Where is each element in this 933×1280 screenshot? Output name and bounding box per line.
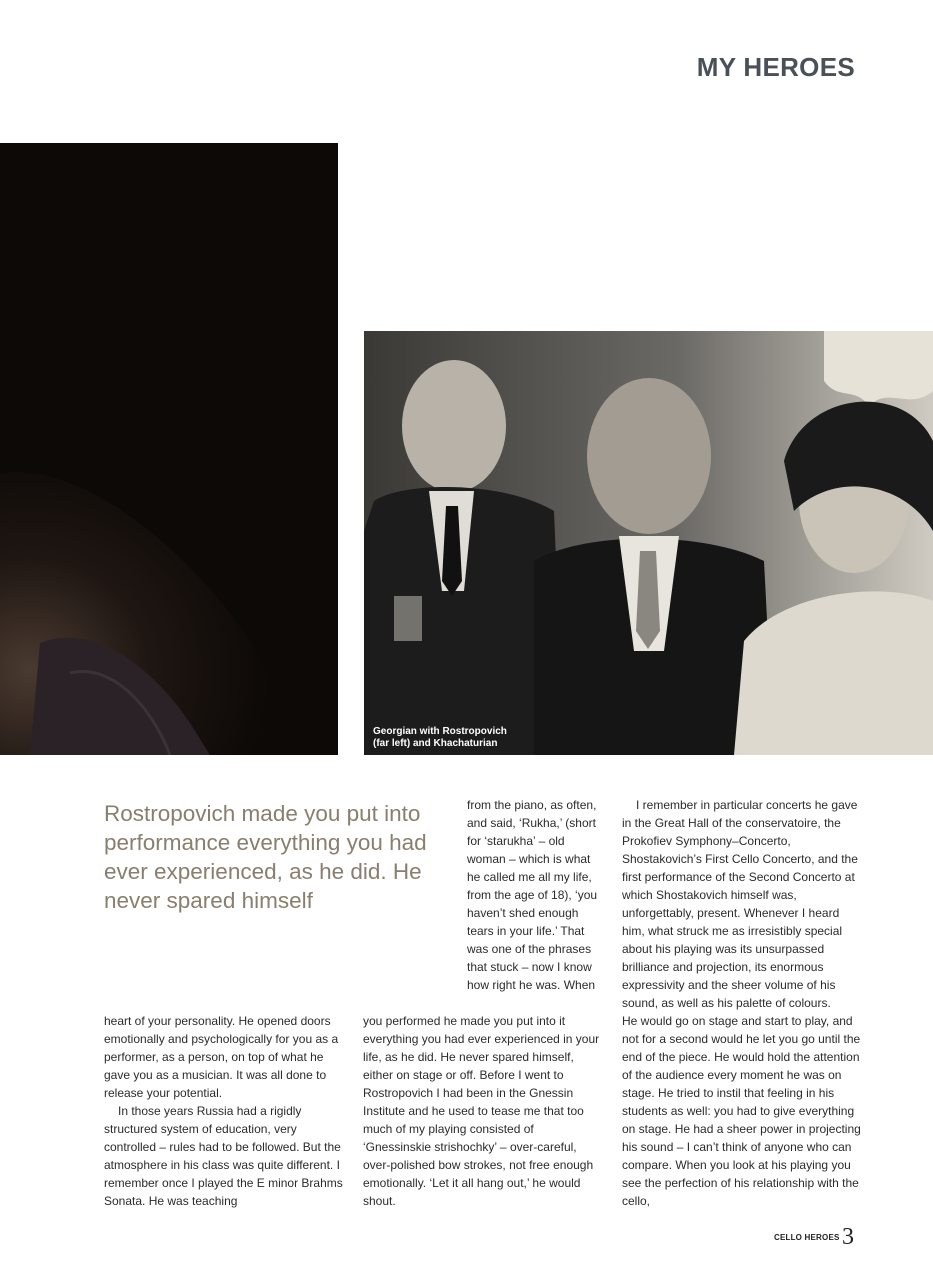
column-right — [622, 796, 862, 1210]
magazine-name: CELLO HEROES — [774, 1233, 840, 1242]
body-paragraph: from the piano, as often, and said, ‘Rukha,’ (short for ‘starukha’ – old woman – which is what he called me all my life, from the age of 18), ‘you haven’t shed enough tears in your life.’ That was one of the phrases that stuck – now I know how right he was. When — [467, 798, 598, 992]
column-middle — [363, 1012, 603, 1210]
body-paragraph: I remember in particular concerts he gave in the Great Hall of the conservatoire, the Prokofiev Symphony–Concerto, Shostakovich’s First Cello Concerto, and the first performance of the Second Concerto at which Shostakovich himself was, unforgettably, present. Whenever I heard him, what struck me as irresistibly special about his playing was its unsurpassed brilliance and projection, its enormous expressivity and the sheer volume of his sound, as well as his palette of colours. — [622, 798, 858, 1010]
caption-line: Georgian with Rostropovich — [373, 726, 507, 737]
page-number: 3 — [842, 1224, 854, 1250]
pull-quote: Rostropovich made you put into performance everything you had ever experienced, as he did. He never spared himself — [104, 801, 427, 913]
column-left — [104, 1012, 344, 1210]
body-paragraph: He would go on stage and start to play, and not for a second would he let you go until the end of the piece. He would hold the attention of the audience every moment he was on stage. He tried to instil that feeling in his students as well: you had to give everything on stage. He had a sheer power in projecting his sound – I can’t think of anyone who can compare. When you look at his playing you see the perfection of his relationship with the cello, — [622, 1014, 861, 1208]
body-paragraph: In those years Russia had a rigidly structured system of education, very controlled – rules had to be followed. But the atmosphere in his class was quite different. I remember once I played the E minor Brahms Sonata. He was teaching — [104, 1104, 343, 1208]
photo-caption — [373, 726, 573, 750]
group-photo — [364, 331, 933, 755]
body-paragraph: heart of your personality. He opened doors emotionally and psychologically for you as a performer, as a person, on top of what he gave you as a musician. It was all done to release your potential. — [104, 1014, 339, 1100]
portrait-photo — [0, 143, 338, 755]
section-title: MY HEROES — [696, 52, 855, 82]
caption-line: (far left) and Khachaturian — [373, 738, 498, 749]
column-middle-top — [467, 796, 602, 994]
body-paragraph: you performed he made you put into it everything you had ever experienced in your life, as he did. He never spared himself, either on stage or off. Before I went to Rostropovich I had been in the Gnessin Institute and he used to tease me that too much of my playing consisted of ‘Gnessinskie strishochky’ – over-careful, over-polished bow strokes, not free enough emotionally. ‘Let it all hang out,’ he would shout. — [363, 1014, 600, 1208]
